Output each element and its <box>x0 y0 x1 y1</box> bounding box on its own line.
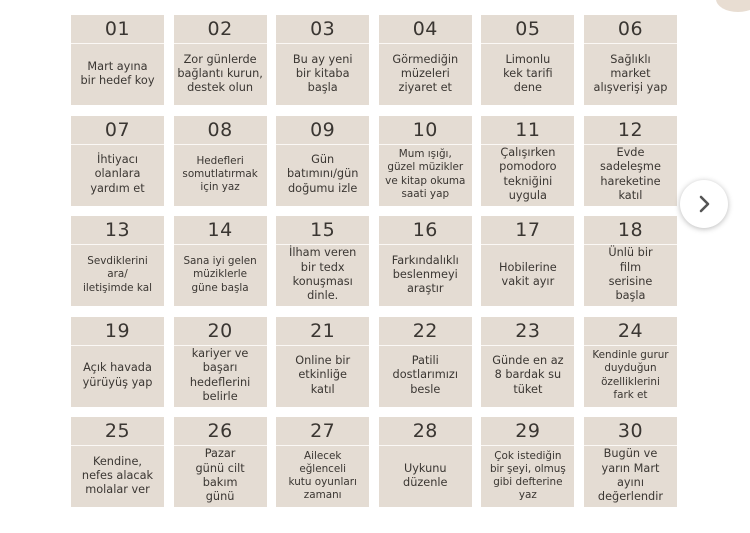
day-number: 25 <box>71 417 164 446</box>
day-number: 22 <box>379 317 472 346</box>
day-number: 11 <box>481 116 574 145</box>
day-task: Limonlu kek tarifi dene <box>503 52 553 95</box>
day-task: Gün batımını/gün doğumu izle <box>286 153 359 195</box>
day-tile <box>71 216 164 306</box>
day-number: 08 <box>174 116 267 145</box>
day-number: 01 <box>71 15 164 44</box>
day-tile <box>481 116 574 206</box>
day-task: Patili dostlarımızı besle <box>392 354 459 396</box>
day-task: Online bir etkinliğe katıl <box>295 354 351 396</box>
day-task: Zor günlerde bağlantı kurun, destek olun <box>177 52 263 95</box>
day-number: 05 <box>481 15 574 44</box>
next-slide-button[interactable] <box>680 180 728 228</box>
day-number: 07 <box>71 116 164 145</box>
day-tile <box>481 417 574 507</box>
day-tile <box>71 417 164 507</box>
day-number: 30 <box>584 417 677 446</box>
day-number: 02 <box>174 15 267 44</box>
day-tile <box>379 15 472 105</box>
day-number: 17 <box>481 216 574 245</box>
day-number: 24 <box>584 317 677 346</box>
day-task: Hobilerine vakit ayır <box>499 260 557 288</box>
day-number: 14 <box>174 216 267 245</box>
day-task: Evde sadeleşme hareketine katıl <box>600 145 661 202</box>
day-number: 21 <box>276 317 369 346</box>
day-task: İlham veren bir tedx konuşması dinle. <box>289 246 357 303</box>
day-number: 20 <box>174 317 267 346</box>
day-tile <box>379 116 472 206</box>
day-task: Görmediğin müzeleri ziyaret et <box>392 52 459 95</box>
day-tile <box>481 317 574 407</box>
day-number: 03 <box>276 15 369 44</box>
day-task: Açık havada yürüyüş yap <box>82 361 153 389</box>
day-number: 12 <box>584 116 677 145</box>
day-number: 26 <box>174 417 267 446</box>
day-tile <box>379 317 472 407</box>
day-task: Sağlıklı market alışverişi yap <box>593 52 668 95</box>
day-task: Hedefleri somutlatırmak için yaz <box>182 154 258 194</box>
day-number: 27 <box>276 417 369 446</box>
day-task: Mum ışığı, güzel müzikler ve kitap okuma saati yap <box>385 148 466 200</box>
day-tile <box>71 116 164 206</box>
day-tile <box>174 116 267 206</box>
day-tile <box>276 216 369 306</box>
day-task: Pazar günü cilt bakım günü <box>195 447 245 504</box>
day-task: İhtiyacı olanlara yardım et <box>90 153 145 195</box>
day-number: 09 <box>276 116 369 145</box>
day-number: 23 <box>481 317 574 346</box>
day-task: Çok istediğin bir şeyi, olmuş gibi defterine yaz <box>489 449 566 502</box>
day-tile <box>379 216 472 306</box>
day-task: kariyer ve başarı hedeflerini belirle <box>189 346 251 403</box>
day-tile <box>584 116 677 206</box>
day-number: 29 <box>481 417 574 446</box>
day-number: 18 <box>584 216 677 245</box>
day-tile <box>276 317 369 407</box>
day-tile <box>584 216 677 306</box>
day-task: Günde en az 8 bardak su tüket <box>492 354 564 396</box>
day-task: Ünlü bir film serisine başla <box>608 246 653 303</box>
day-tile <box>584 317 677 407</box>
day-number: 06 <box>584 15 677 44</box>
day-tile <box>174 15 267 105</box>
day-task: Uykunu düzenle <box>403 461 448 489</box>
chevron-right-icon <box>693 193 715 215</box>
day-number: 15 <box>276 216 369 245</box>
day-task: Çalışırken pomodoro tekniğini uygula <box>499 145 557 202</box>
day-tile <box>379 417 472 507</box>
day-task: Bu ay yeni bir kitaba başla <box>292 52 353 95</box>
day-tile <box>481 15 574 105</box>
day-task: Sevdiklerini ara/ iletişimde kal <box>83 255 152 294</box>
day-task: Bugün ve yarın Mart ayını değerlendir <box>597 447 664 504</box>
day-tile <box>276 417 369 507</box>
day-tile <box>174 317 267 407</box>
day-tile <box>584 15 677 105</box>
corner-decoration <box>716 0 750 12</box>
day-task: Sana iyi gelen müziklerle güne başla <box>183 255 257 294</box>
day-tile <box>276 116 369 206</box>
day-tile <box>71 15 164 105</box>
day-tile <box>481 216 574 306</box>
day-number: 19 <box>71 317 164 346</box>
day-tile <box>276 15 369 105</box>
day-number: 04 <box>379 15 472 44</box>
day-number: 10 <box>379 116 472 145</box>
day-tile <box>174 216 267 306</box>
day-tile <box>174 417 267 507</box>
challenge-grid <box>71 15 677 507</box>
day-number: 28 <box>379 417 472 446</box>
day-task: Kendinle gurur duyduğun özelliklerini fark et <box>592 349 669 401</box>
day-task: Farkındalıklı beslenmeyi araştır <box>391 253 459 296</box>
day-task: Mart ayına bir hedef koy <box>80 59 155 87</box>
day-tile <box>584 417 677 507</box>
day-tile <box>71 317 164 407</box>
day-number: 13 <box>71 216 164 245</box>
day-task: Ailecek eğlenceli kutu oyunları zamanı <box>288 449 357 502</box>
day-task: Kendine, nefes alacak molalar ver <box>81 454 154 497</box>
day-number: 16 <box>379 216 472 245</box>
